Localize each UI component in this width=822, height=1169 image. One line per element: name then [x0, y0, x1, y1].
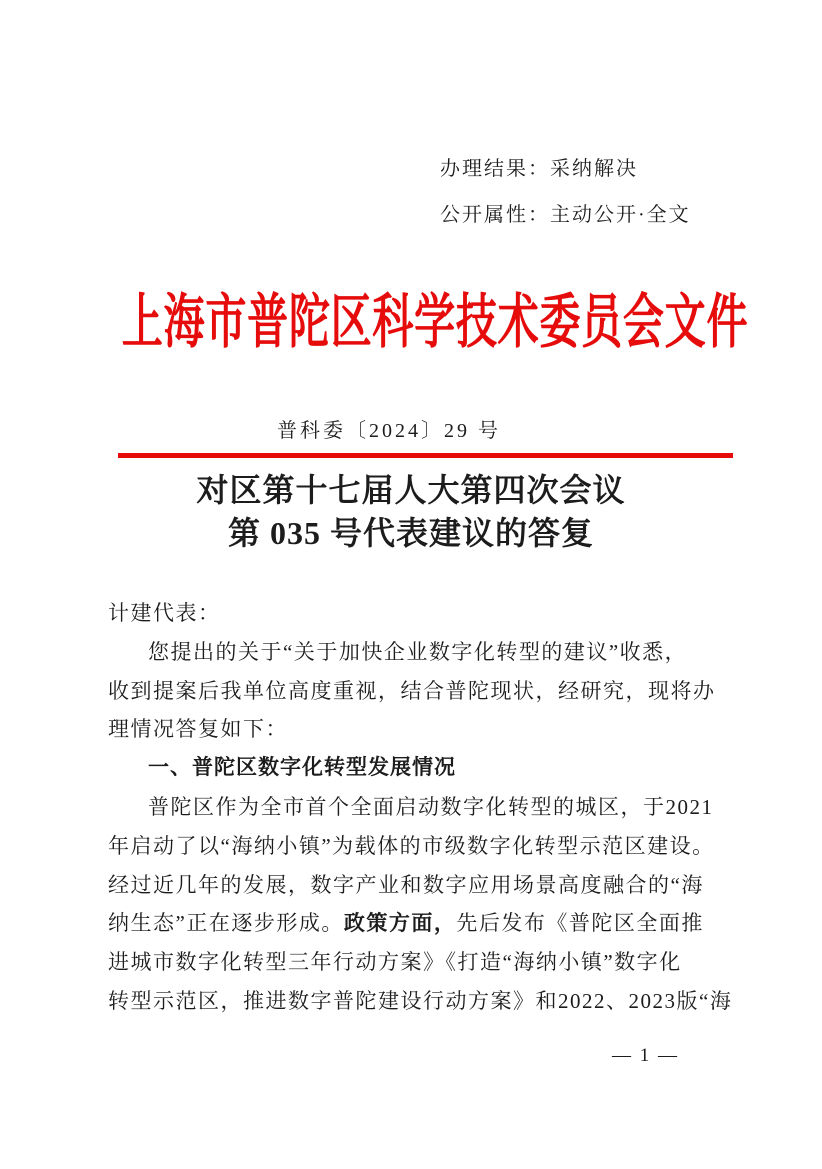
body-text-block	[108, 594, 733, 1021]
body-text-segment: 政策方面，	[343, 911, 457, 936]
body-text-segment: 先后发布《普陀区全面推	[456, 911, 704, 936]
body-line	[108, 594, 730, 633]
section-heading-line	[108, 749, 730, 788]
agency-masthead	[0, 276, 822, 358]
document-number: 普科委〔2024〕29 号	[277, 420, 501, 442]
handling-result-line: 办理结果：采纳解决	[440, 158, 638, 180]
body-text-segment: 计建代表：	[108, 601, 221, 625]
body-text-segment: 一、普陀区数字化转型发展情况	[148, 756, 456, 780]
body-line	[108, 710, 730, 749]
body-line	[108, 672, 730, 711]
publicity-attribute-line: 公开属性：主动公开·全文	[440, 204, 691, 226]
body-text-segment: 进城市数字化转型三年行动方案》《打造“海纳小镇”数字化	[108, 950, 682, 975]
body-line	[108, 904, 730, 943]
body-line	[108, 982, 733, 1021]
body-line	[108, 633, 730, 672]
body-text-segment: 纳生态”正在逐步形成。	[108, 911, 344, 936]
body-line	[108, 866, 730, 905]
body-text-segment: 普陀区作为全市首个全面启动数字化转型的城区，于2021	[148, 794, 714, 819]
red-divider-rule	[118, 453, 733, 458]
body-line	[108, 788, 730, 827]
page-number: — 1 —	[612, 1045, 679, 1066]
body-line	[108, 943, 730, 982]
header-meta-block	[440, 146, 691, 238]
body-line	[108, 827, 730, 866]
document-title	[0, 469, 822, 555]
body-text-segment: 年启动了以“海纳小镇”为载体的市级数字化转型示范区建设。	[108, 833, 715, 858]
body-text-segment: 理情况答复如下：	[108, 717, 288, 742]
document-title-line2: 第 035 号代表建议的答复	[227, 515, 594, 551]
agency-masthead-title: 上海市普陀区科学技术委员会文件	[121, 289, 749, 356]
body-text-segment: 收到提案后我单位高度重视，结合普陀现状，经研究，现将办	[108, 678, 716, 703]
body-text-segment: 您提出的关于“关于加快企业数字化转型的建议”收悉，	[148, 639, 688, 664]
body-text-segment: 经过近几年的发展，数字产业和数字应用场景高度融合的“海	[108, 872, 704, 897]
body-text-segment: 转型示范区，推进数字普陀建设行动方案》和2022、2023版“海	[108, 988, 733, 1013]
document-title-line1: 对区第十七届人大第四次会议	[196, 472, 626, 508]
